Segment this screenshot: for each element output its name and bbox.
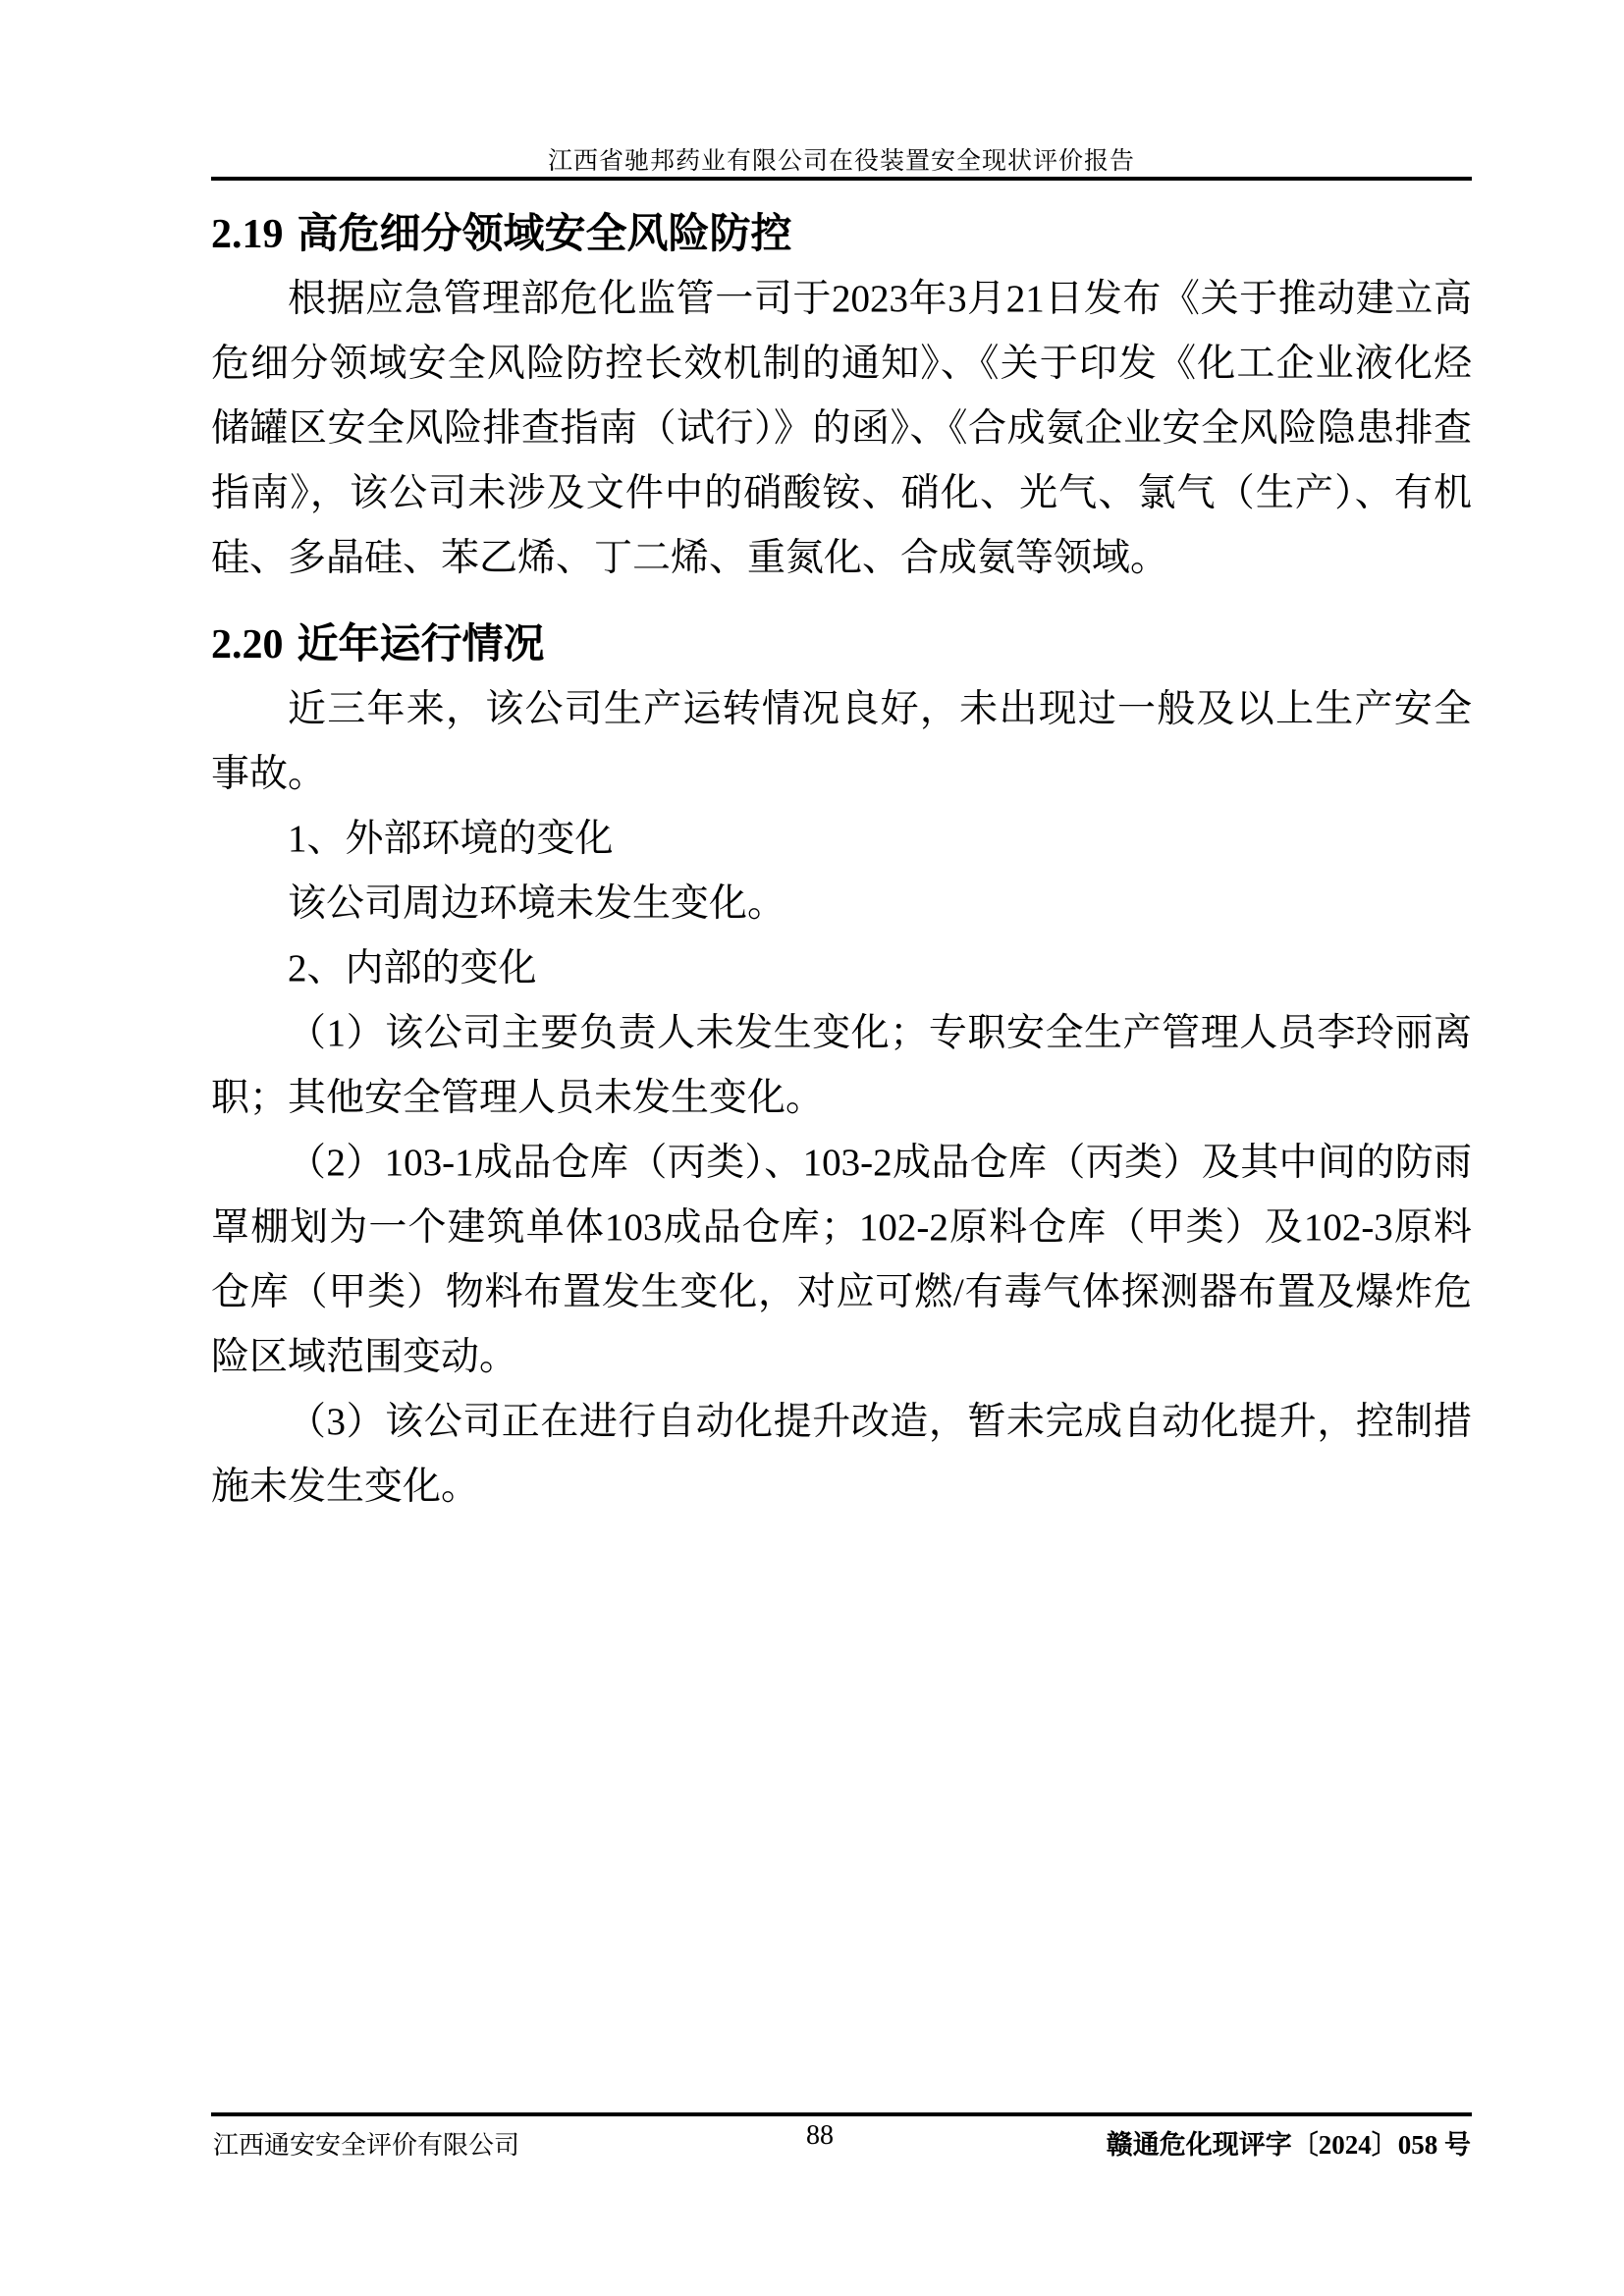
- page-header-title: 江西省驰邦药业有限公司在役装置安全现状评价报告: [547, 148, 1135, 175]
- section-number: 2.19: [211, 212, 284, 257]
- document-body: [211, 181, 1472, 1520]
- section-title: 高危细分领域安全风险防控: [297, 212, 792, 257]
- section-2-19-paragraphs: [211, 267, 1472, 591]
- footer-document-number: 赣通危化现评字〔2024〕058 号: [1106, 2130, 1471, 2160]
- section-title: 近年运行情况: [297, 622, 545, 667]
- section-2-20-paragraphs: [211, 677, 1472, 1520]
- section-heading-2-20: [211, 613, 1472, 677]
- footer-company-name: 江西通安安全评价有限公司: [213, 2131, 520, 2160]
- footer-page-number: 88: [806, 2120, 834, 2151]
- paragraph: 1、外部环境的变化: [288, 818, 614, 860]
- paragraph: （3）该公司正在进行自动化提升改造，暂未完成自动化提升，控制措施未发生变化。: [211, 1401, 1472, 1508]
- section-heading-2-19: [211, 202, 1472, 267]
- paragraph: （2）103-1成品仓库（丙类）、103-2成品仓库（丙类）及其中间的防雨罩棚划为一个建筑单体103成品仓库；102-2原料仓库（甲类）及102-3原料仓库（甲类）物料布置发生变化，对应可燃/有毒气体探测器布置及爆炸危险区域范围变动。: [211, 1142, 1472, 1378]
- paragraph: （1）该公司主要负责人未发生变化；专职安全生产管理人员李玲丽离职；其他安全管理人员未发生变化。: [211, 1012, 1472, 1119]
- footer-rule: [211, 2112, 1472, 2116]
- paragraph: 近三年来，该公司生产运转情况良好，未出现过一般及以上生产安全事故。: [211, 688, 1472, 795]
- paragraph: 2、内部的变化: [288, 947, 537, 989]
- section-number: 2.20: [211, 622, 284, 667]
- paragraph: 该公司周边环境未发生变化。: [288, 882, 786, 925]
- paragraph: 根据应急管理部危化监管一司于2023年3月21日发布《关于推动建立高危细分领域安全风险防控长效机制的通知》、《关于印发《化工企业液化烃储罐区安全风险排查指南（试行）》的函》、《合成氨企业安全风险隐患排查指南》，该公司未涉及文件中的硝酸铵、硝化、光气、氯气（生产）、有机硅、多晶硅、苯乙烯、丁二烯、重氮化、合成氨等领域。: [211, 278, 1472, 579]
